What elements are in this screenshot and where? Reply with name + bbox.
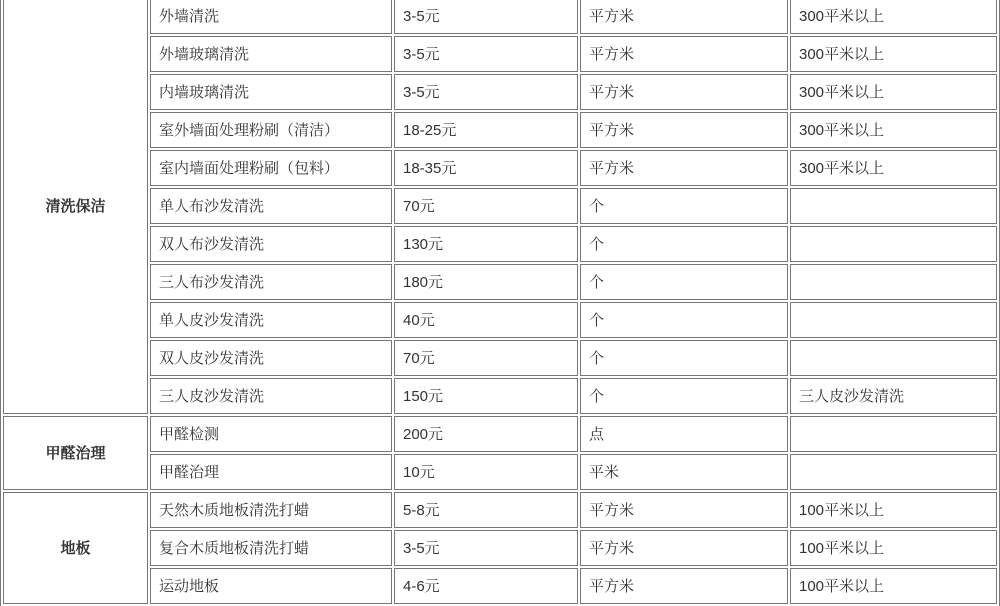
price-table-body <box>3 0 997 604</box>
unit-cell: 平方米 <box>580 74 788 110</box>
price-cell: 10元 <box>394 454 578 490</box>
service-cell: 复合木质地板清洗打蜡 <box>150 530 392 566</box>
note-cell: 300平米以上 <box>790 36 997 72</box>
price-cell: 18-25元 <box>394 112 578 148</box>
table-row <box>3 264 997 300</box>
table-row <box>3 378 997 414</box>
note-cell <box>790 454 997 490</box>
note-cell: 100平米以上 <box>790 568 997 604</box>
unit-cell: 个 <box>580 302 788 338</box>
unit-cell: 平方米 <box>580 36 788 72</box>
service-cell: 天然木质地板清洗打蜡 <box>150 492 392 528</box>
note-cell <box>790 302 997 338</box>
unit-cell: 平米 <box>580 454 788 490</box>
table-row <box>3 530 997 566</box>
service-cell: 甲醛检测 <box>150 416 392 452</box>
table-row <box>3 226 997 262</box>
price-cell: 150元 <box>394 378 578 414</box>
note-cell <box>790 226 997 262</box>
category-cell: 清洗保洁 <box>3 0 148 414</box>
price-cell: 70元 <box>394 340 578 376</box>
note-cell <box>790 340 997 376</box>
service-cell: 三人布沙发清洗 <box>150 264 392 300</box>
table-row <box>3 74 997 110</box>
service-cell: 内墙玻璃清洗 <box>150 74 392 110</box>
note-cell: 300平米以上 <box>790 112 997 148</box>
price-cell: 200元 <box>394 416 578 452</box>
price-cell: 3-5元 <box>394 530 578 566</box>
table-row <box>3 36 997 72</box>
category-cell: 地板 <box>3 492 148 604</box>
unit-cell: 平方米 <box>580 568 788 604</box>
note-cell: 300平米以上 <box>790 0 997 34</box>
price-cell: 18-35元 <box>394 150 578 186</box>
unit-cell: 个 <box>580 340 788 376</box>
table-row <box>3 0 997 34</box>
table-row <box>3 188 997 224</box>
service-cell: 单人皮沙发清洗 <box>150 302 392 338</box>
service-cell: 室外墙面处理粉刷（清洁） <box>150 112 392 148</box>
note-cell <box>790 188 997 224</box>
price-cell: 5-8元 <box>394 492 578 528</box>
unit-cell: 点 <box>580 416 788 452</box>
unit-cell: 个 <box>580 378 788 414</box>
note-cell <box>790 264 997 300</box>
table-row <box>3 302 997 338</box>
service-cell: 外墙玻璃清洗 <box>150 36 392 72</box>
price-cell: 3-5元 <box>394 36 578 72</box>
price-cell: 3-5元 <box>394 0 578 34</box>
category-cell: 甲醛治理 <box>3 416 148 490</box>
price-cell: 40元 <box>394 302 578 338</box>
note-cell: 300平米以上 <box>790 74 997 110</box>
unit-cell: 平方米 <box>580 0 788 34</box>
price-cell: 180元 <box>394 264 578 300</box>
note-cell: 100平米以上 <box>790 492 997 528</box>
unit-cell: 个 <box>580 264 788 300</box>
service-cell: 双人布沙发清洗 <box>150 226 392 262</box>
note-cell: 三人皮沙发清洗 <box>790 378 997 414</box>
unit-cell: 平方米 <box>580 112 788 148</box>
note-cell: 100平米以上 <box>790 530 997 566</box>
note-cell <box>790 416 997 452</box>
service-cell: 甲醛治理 <box>150 454 392 490</box>
table-row <box>3 568 997 604</box>
service-cell: 双人皮沙发清洗 <box>150 340 392 376</box>
unit-cell: 平方米 <box>580 530 788 566</box>
table-row <box>3 492 997 528</box>
price-cell: 3-5元 <box>394 74 578 110</box>
service-cell: 外墙清洗 <box>150 0 392 34</box>
service-cell: 单人布沙发清洗 <box>150 188 392 224</box>
table-row <box>3 340 997 376</box>
price-cell: 4-6元 <box>394 568 578 604</box>
table-row <box>3 112 997 148</box>
unit-cell: 平方米 <box>580 492 788 528</box>
service-cell: 运动地板 <box>150 568 392 604</box>
table-row <box>3 150 997 186</box>
price-cell: 70元 <box>394 188 578 224</box>
service-cell: 室内墙面处理粉刷（包料） <box>150 150 392 186</box>
unit-cell: 平方米 <box>580 150 788 186</box>
price-cell: 130元 <box>394 226 578 262</box>
note-cell: 300平米以上 <box>790 150 997 186</box>
service-cell: 三人皮沙发清洗 <box>150 378 392 414</box>
unit-cell: 个 <box>580 226 788 262</box>
table-row <box>3 416 997 452</box>
unit-cell: 个 <box>580 188 788 224</box>
table-row <box>3 454 997 490</box>
